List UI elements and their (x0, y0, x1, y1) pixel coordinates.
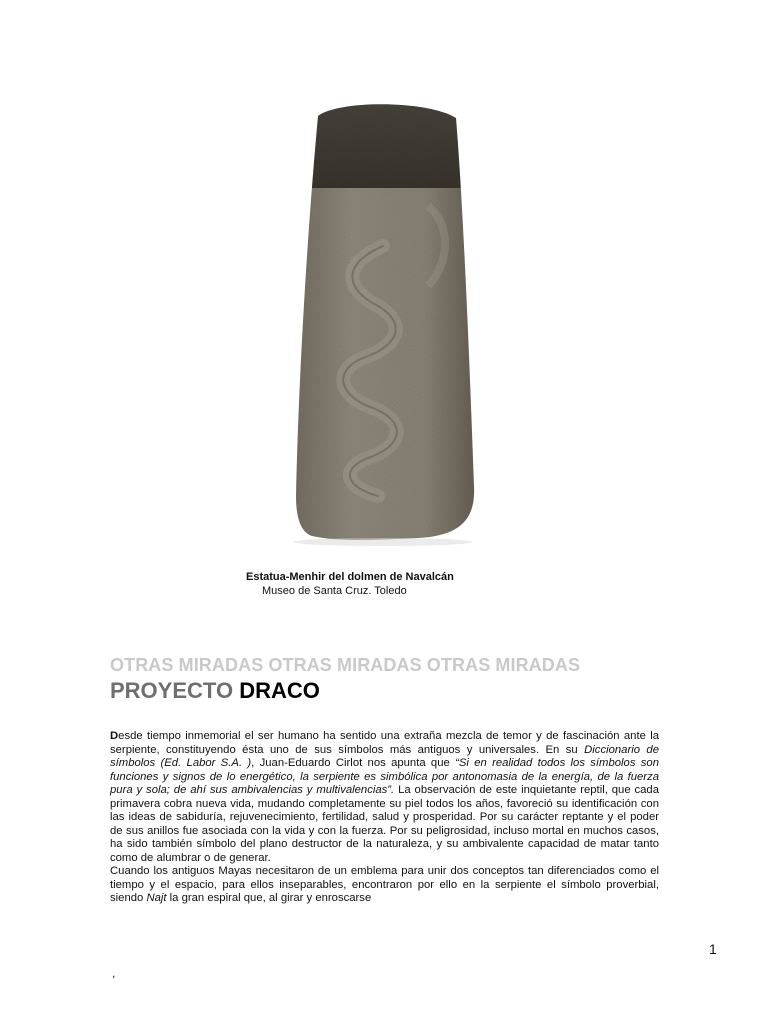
paragraph-1 (110, 730, 659, 865)
document-title (110, 678, 320, 704)
menhir-stone-photo (278, 96, 488, 556)
p1-text-a: esde tiempo inmemorial el ser humano ha sentido una extraña mezcla de temor y de fascinación ante la serpiente, constituyendo ésta uno de sus símbolos más antiguos y universales. En su (110, 730, 659, 756)
page-number: 1 (709, 941, 717, 957)
cirlot-quote: “Si en realidad todos los símbolos son funciones y signos de lo energético, la serpiente es simbólica por antonomasia de la energía, de la fuerza pura y sola; de ahí sus ambivalencias y multivalencias”. (110, 757, 659, 796)
book-title: Diccionario de símbolos (Ed. Labor S.A. ) (110, 743, 659, 769)
section-kicker: OTRAS MIRADAS OTRAS MIRADAS OTRAS MIRADAS (110, 655, 581, 675)
title-part-draco: DRACO (239, 678, 320, 703)
body-text (110, 730, 659, 906)
p1-text-b: , Juan-Eduardo Cirlot nos apunta que (251, 757, 456, 769)
p2-text-b: la gran espiral que, al girar y enroscarse (166, 892, 372, 904)
p2-text-a: Cuando los antiguos Mayas necesitaron de un emblema para unir dos conceptos tan diferenciados como el tiempo y el espacio, para ellos inseparables, encontraron por ello en la serpiente el símbolo proverbial, siendo (110, 865, 659, 904)
figure-caption-subtitle: Museo de Santa Cruz. Toledo (262, 585, 407, 597)
figure-caption-title: Estatua-Menhir del dolmen de Navalcán (246, 571, 454, 583)
najt-term: Najt (146, 892, 167, 904)
title-part-proyecto: PROYECTO (110, 678, 234, 703)
p1-text-c: La observación de este inquietante reptil, que cada primavera cobra nueva vida, mudando completamente su piel todos los años, favoreció su identificación con las ideas de sabiduría, rejuvenecimiento, fertilidad, salud y prosperidad. Por su carácter reptante y el poder de sus anillos fue asociada con la vida y con la fuerza. Por su peligrosidad, incluso mortal en muchos casos, ha sido también símbolo del plano destructor de la naturaleza, y su ambivalente capacidad de matar tanto como de alumbrar o de generar. (110, 784, 659, 864)
paragraph-2 (110, 865, 659, 906)
dropcap-letter: D (110, 730, 119, 742)
stray-comma: , (112, 966, 116, 980)
